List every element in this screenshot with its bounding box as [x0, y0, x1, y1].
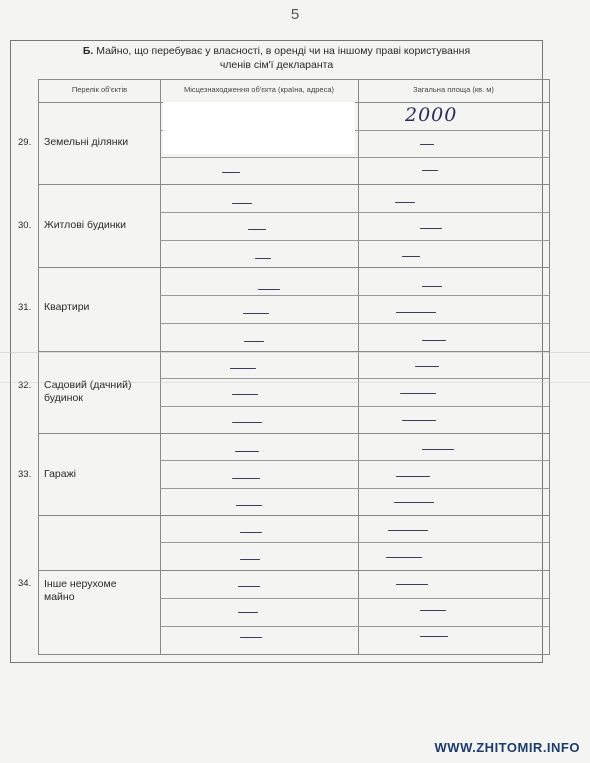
scan-artifact — [0, 352, 590, 353]
row-divider — [160, 460, 549, 461]
row-divider — [160, 626, 549, 627]
row-divider — [160, 406, 549, 407]
column-divider — [160, 80, 161, 654]
property-table — [38, 79, 550, 655]
page-number: 5 — [290, 6, 300, 23]
header-objects: Перелік об'єктів — [71, 85, 128, 94]
category-divider — [39, 515, 549, 516]
redacted-address — [163, 102, 355, 154]
category-divider — [39, 184, 549, 185]
table-header — [39, 80, 549, 103]
row-divider — [160, 378, 549, 379]
row-divider — [160, 323, 549, 324]
category-label: Інше нерухоме майно — [44, 578, 117, 603]
category-label: Квартири — [44, 301, 90, 313]
category-label: Земельні ділянки — [44, 136, 129, 148]
row-divider — [160, 212, 549, 213]
category-label: Садовий (дачний) будинок — [44, 379, 132, 404]
category-label: Житлові будинки — [44, 219, 126, 231]
handwritten-area-value: 2000 — [405, 104, 458, 126]
section-title-line1: Майно, що перебуває у власності, в оренді чи на іншому праві користування — [96, 45, 471, 57]
category-divider — [39, 433, 549, 434]
row-divider — [160, 240, 549, 241]
section-title — [10, 44, 543, 72]
row-divider — [160, 598, 549, 599]
section-title-line2: членів сім'ї декларанта — [219, 59, 334, 71]
category-divider — [39, 267, 549, 268]
row-divider — [160, 157, 549, 158]
header-area: Загальна площа (кв. м) — [413, 85, 494, 94]
row-divider — [160, 542, 549, 543]
category-number: 33. — [18, 469, 32, 480]
category-divider — [39, 570, 549, 571]
header-location: Місцезнаходження об'єкта (країна, адреса) — [184, 85, 334, 94]
category-number: 30. — [18, 220, 32, 231]
category-number: 34. — [18, 578, 32, 589]
column-divider — [358, 80, 359, 654]
section-letter: Б. — [82, 45, 94, 57]
category-number: 29. — [18, 137, 32, 148]
category-number: 32. — [18, 380, 32, 391]
row-divider — [160, 488, 549, 489]
scan-artifact — [0, 382, 590, 383]
category-number: 31. — [18, 302, 32, 313]
category-label: Гаражі — [44, 468, 76, 480]
watermark: WWW.ZHITOMIR.INFO — [434, 740, 580, 755]
row-divider — [160, 295, 549, 296]
